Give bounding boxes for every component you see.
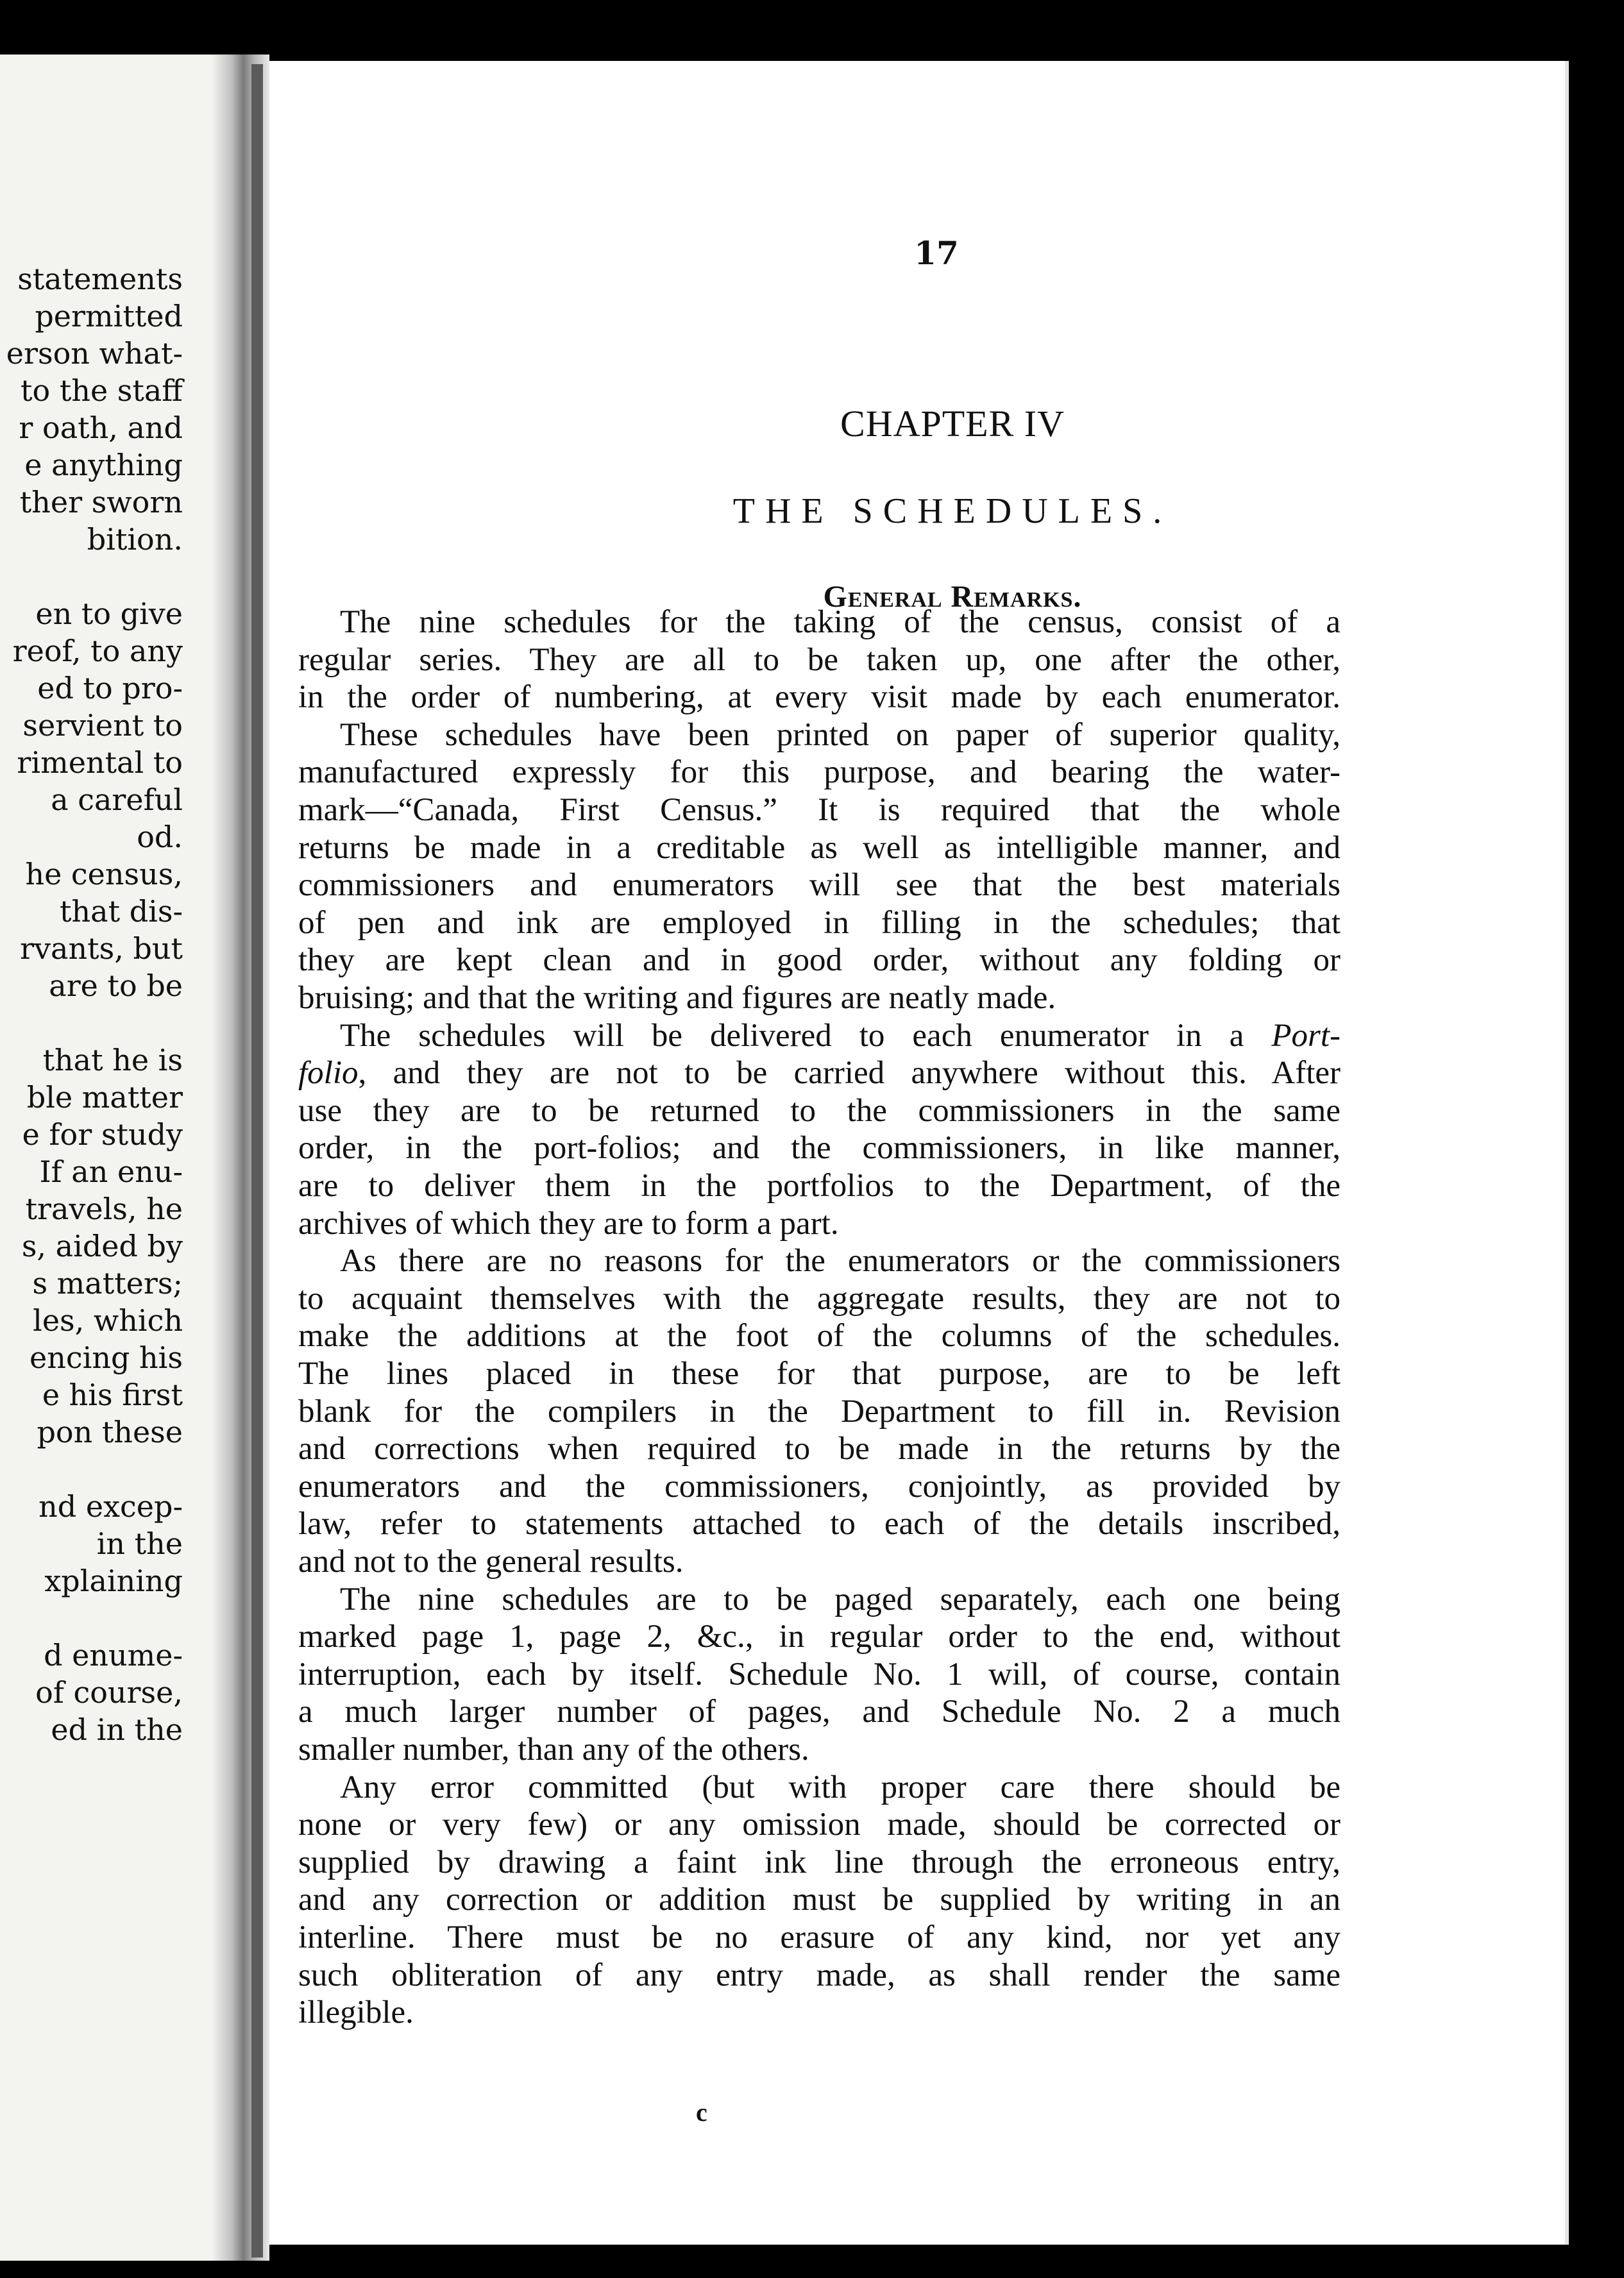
left-page-line: xplaining [44, 1564, 183, 1598]
gutter-shadow [251, 64, 263, 2257]
body-line: order, in the port-folios; and the commissioners, in like manner, [298, 1130, 1341, 1166]
left-page-line: en to give [35, 596, 183, 631]
left-page-line: bition. [87, 522, 183, 557]
left-page-line: e anything [24, 448, 183, 482]
body-line: commissioners and enumerators will see that the best materials [298, 867, 1341, 903]
body-line: in the order of numbering, at every visit made by each enumerator. [298, 679, 1341, 715]
body-line: folio, and they are not to be carried anywhere without this. After [298, 1055, 1341, 1091]
left-page-line: e for study [22, 1117, 183, 1152]
body-line: The schedules will be delivered to each enumerator in a Port- [340, 1018, 1341, 1054]
left-page-line: he census, [25, 857, 183, 891]
left-page-line: ed to pro- [37, 671, 183, 705]
body-line: they are kept clean and in good order, without any folding or [298, 942, 1341, 978]
left-page-line: nd excep- [38, 1489, 183, 1524]
left-page-line: in the [96, 1526, 183, 1561]
body-line: mark—“Canada, First Census.” It is required that the whole [298, 792, 1341, 828]
left-page-line: od. [137, 820, 183, 854]
left-page-line: that he is [42, 1043, 183, 1077]
body-line: such obliteration of any entry made, as shall render the same [298, 1957, 1341, 1993]
left-page-line: rvants, but [20, 931, 183, 966]
section-title: THE SCHEDULES. [732, 491, 1172, 531]
left-page-line: erson what- [6, 336, 183, 371]
left-page-line: that dis- [60, 894, 183, 929]
left-page-line: s, aided by [21, 1229, 183, 1263]
body-line: enumerators and the commissioners, conjointly, as provided by [298, 1469, 1341, 1505]
body-line: The lines placed in these for that purpose, are to be left [298, 1356, 1341, 1392]
left-page-line: s matters; [32, 1266, 183, 1301]
left-page-line: permitted [35, 299, 183, 333]
body-line: law, refer to statements attached to each of the details inscribed, [298, 1506, 1341, 1542]
left-page-line: r oath, and [19, 410, 183, 445]
left-page-line: d enume- [44, 1638, 183, 1673]
left-page-line: ed in the [51, 1712, 183, 1747]
body-line: a much larger number of pages, and Schedule No. 2 a much [298, 1694, 1341, 1730]
left-page-line: servient to [22, 708, 183, 743]
left-page-line: If an enu- [39, 1154, 183, 1189]
body-line: and corrections when required to be made in the returns by the [298, 1431, 1341, 1467]
body-line: use they are to be returned to the commissioners in the same [298, 1093, 1341, 1129]
body-line: illegible. [298, 1995, 414, 2030]
left-page-line: ther sworn [19, 485, 183, 519]
left-page-line: e his first [42, 1378, 183, 1412]
section-subtitle: General Remarks. [823, 580, 1082, 614]
body-line: As there are no reasons for the enumerators or the commissioners [340, 1243, 1341, 1279]
body-line: blank for the compilers in the Department to fill in. Revision [298, 1394, 1341, 1430]
body-line: The nine schedules for the taking of the census, consist of a [340, 604, 1341, 640]
body-line: marked page 1, page 2, &c., in regular order to the end, without [298, 1619, 1341, 1655]
signature-mark: c [696, 2098, 707, 2127]
left-page-line: pon these [37, 1415, 183, 1449]
body-line: bruising; and that the writing and figures are neatly made. [298, 980, 1056, 1016]
body-line: make the additions at the foot of the columns of the schedules. [298, 1318, 1341, 1354]
left-page-line: a careful [51, 782, 183, 817]
body-line: returns be made in a creditable as well as intelligible manner, and [298, 830, 1341, 866]
left-page-line: rimental to [17, 745, 183, 780]
body-line: supplied by drawing a faint ink line through the erroneous entry, [298, 1844, 1341, 1880]
body-line: regular series. They are all to be taken up, one after the other, [298, 642, 1341, 678]
body-line: interruption, each by itself. Schedule No. 1 will, of course, contain [298, 1657, 1341, 1692]
left-page-line: statements [17, 262, 183, 296]
body-line: archives of which they are to form a part. [298, 1206, 839, 1242]
body-line: Any error committed (but with proper care there should be [340, 1769, 1341, 1805]
left-page-line: to the staff [21, 373, 183, 408]
left-page-line: reof, to any [12, 634, 183, 668]
body-line: none or very few) or any omission made, should be corrected or [298, 1807, 1341, 1843]
left-page-line: encing his [30, 1340, 183, 1375]
body-line: and not to the general results. [298, 1544, 684, 1580]
body-line: and any correction or addition must be supplied by writing in an [298, 1882, 1341, 1918]
body-line: of pen and ink are employed in filling in the schedules; that [298, 905, 1341, 941]
body-line: These schedules have been printed on paper of superior quality, [340, 717, 1341, 753]
page-number: 17 [914, 234, 959, 272]
body-line: The nine schedules are to be paged separately, each one being [340, 1582, 1341, 1617]
left-page-line: ble matter [26, 1080, 183, 1115]
left-page-line: are to be [49, 968, 183, 1003]
left-page-line: travels, he [25, 1192, 183, 1226]
chapter-heading: CHAPTER IV [840, 403, 1065, 444]
body-line: interline. There must be no erasure of any kind, nor yet any [298, 1919, 1341, 1955]
body-line: to acquaint themselves with the aggregate results, they are not to [298, 1281, 1341, 1317]
left-page-line: of course, [35, 1675, 183, 1710]
body-line: smaller number, than any of the others. [298, 1732, 809, 1768]
previous-page-fragment [0, 55, 237, 2261]
left-page-line: les, which [33, 1303, 183, 1338]
body-line: are to deliver them in the portfolios to the Department, of the [298, 1168, 1341, 1204]
body-line: manufactured expressly for this purpose, and bearing the water- [298, 754, 1341, 790]
